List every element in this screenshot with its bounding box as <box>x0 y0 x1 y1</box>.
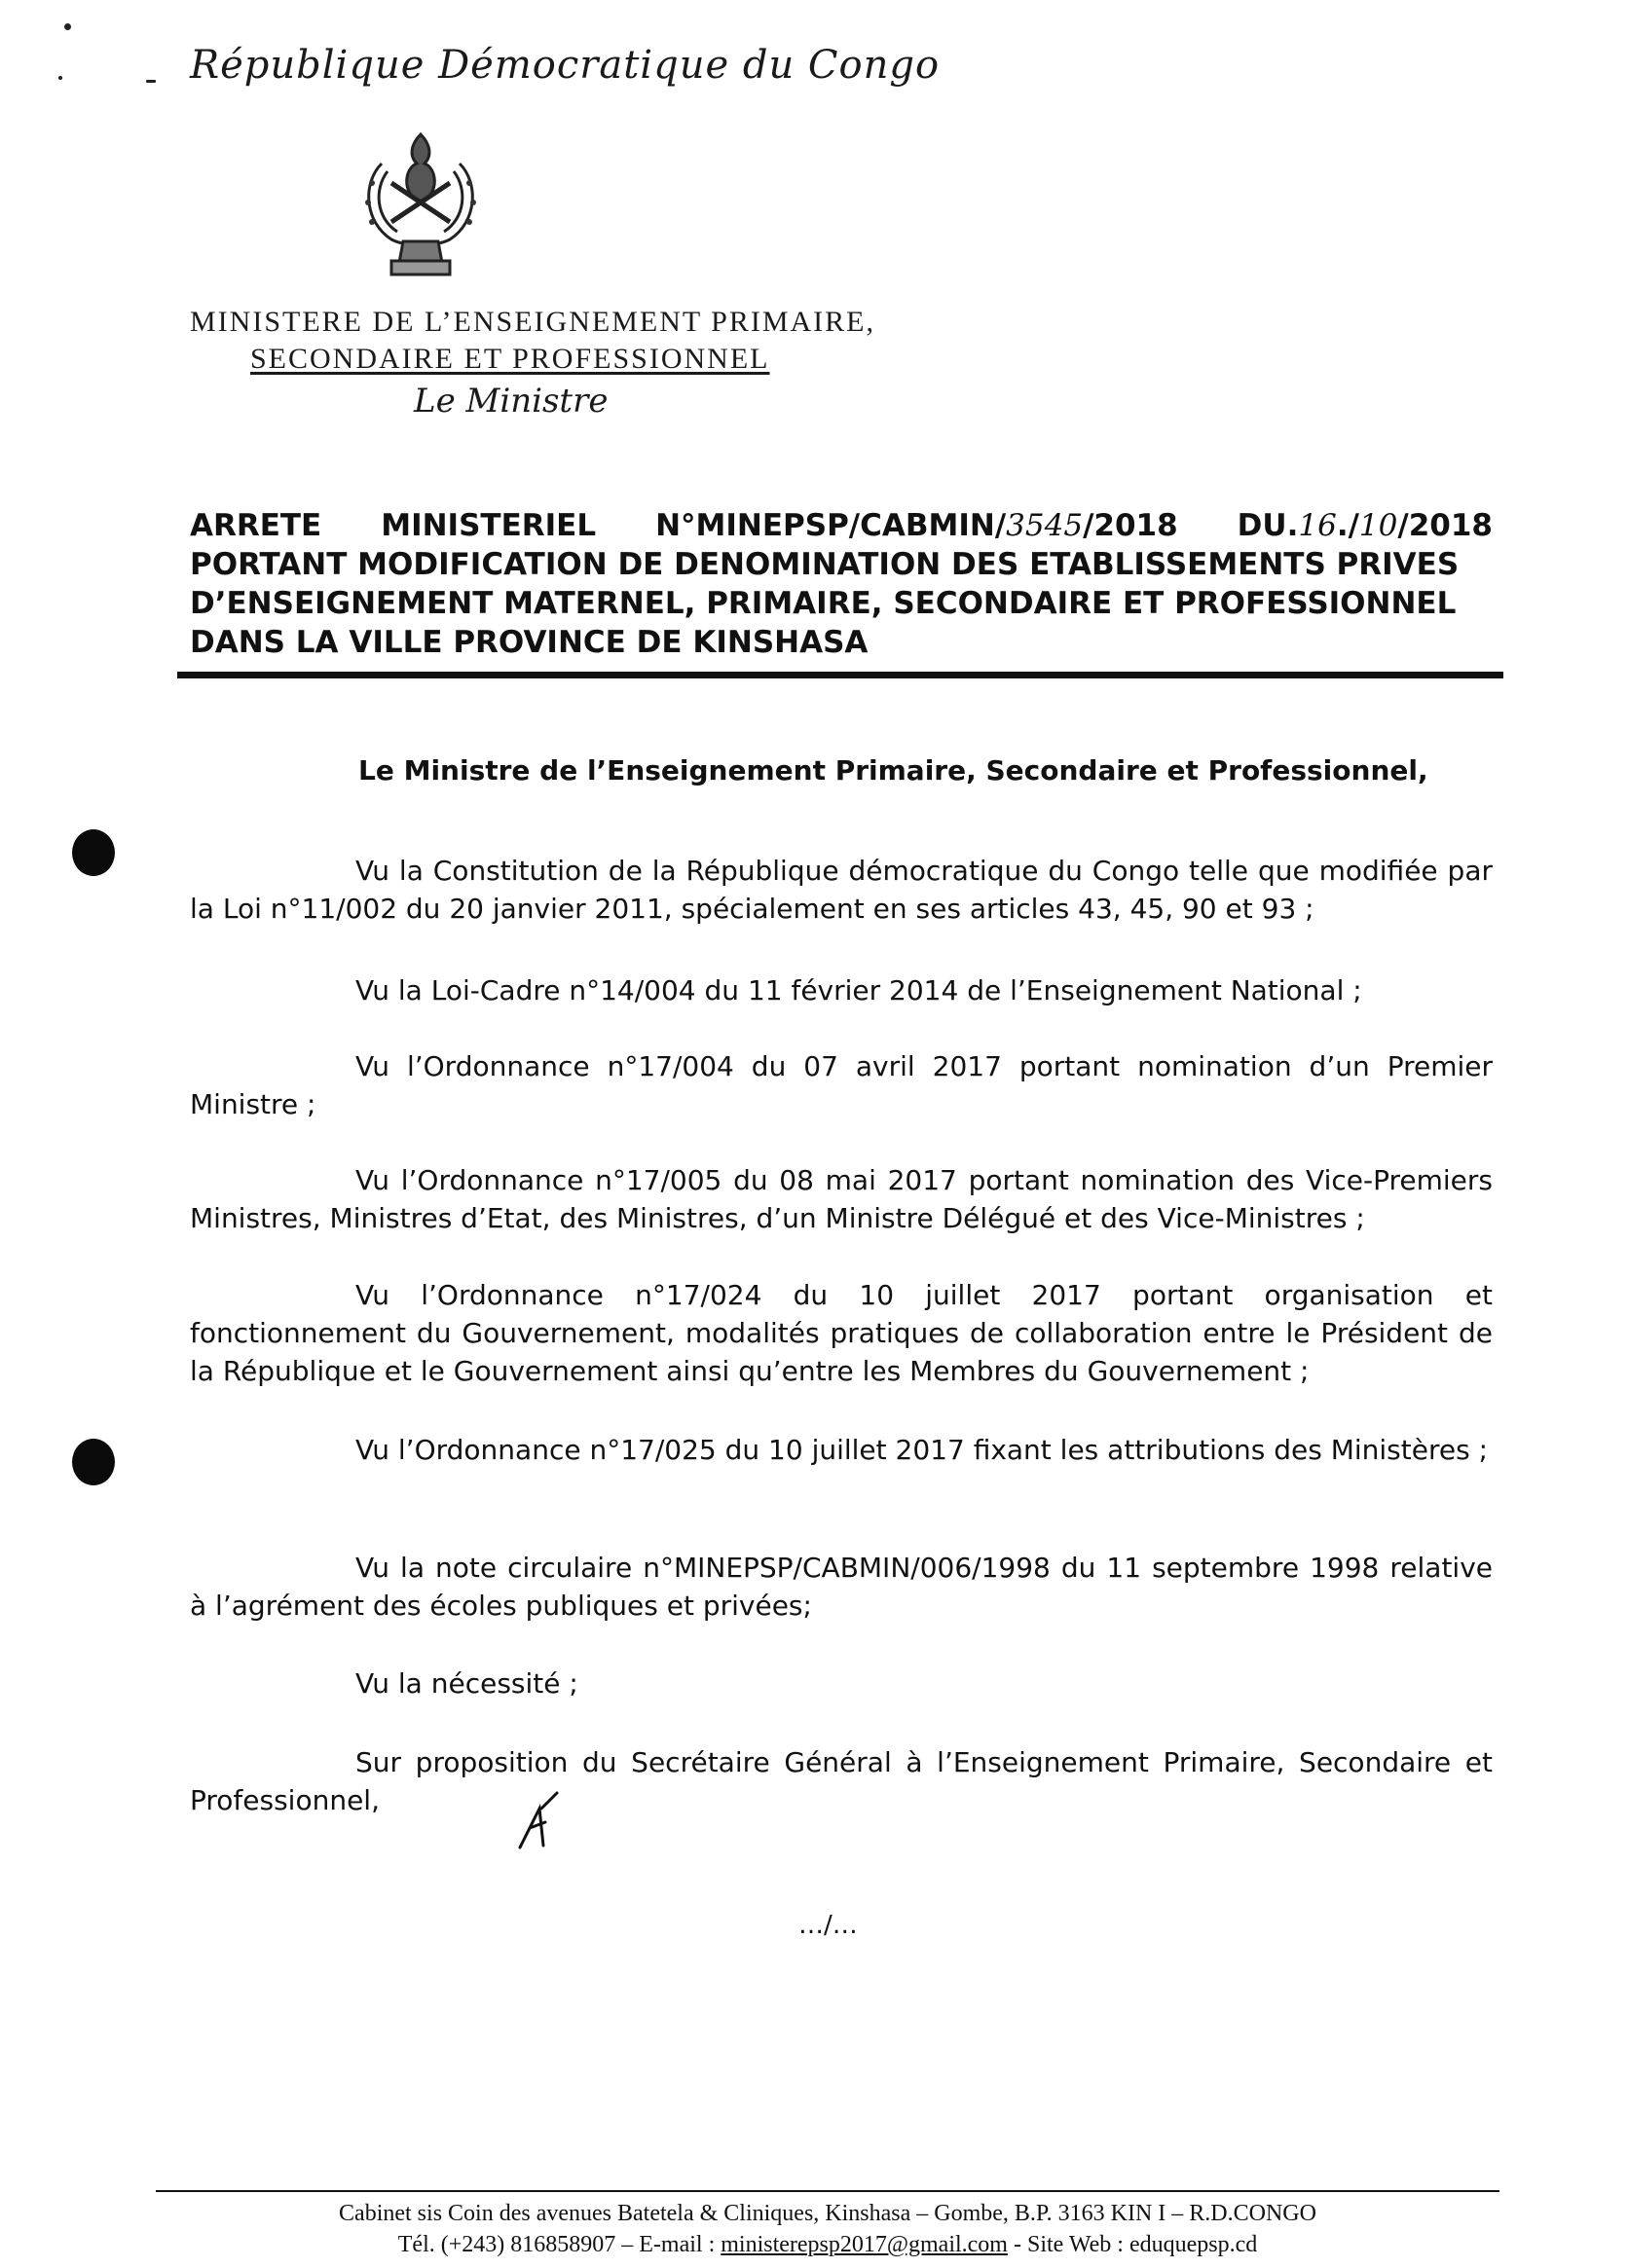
scan-speck <box>64 23 71 30</box>
punch-hole-top <box>72 829 115 876</box>
scan-speck <box>146 80 156 83</box>
decree-date: DU.16./10/2018 <box>1237 508 1493 543</box>
decree-title-line-4 <box>190 623 1493 662</box>
scan-speck <box>58 76 62 80</box>
decree-title-line-3 <box>190 584 1493 623</box>
paragraph-necessite: Vu la nécessité ; <box>355 1667 578 1700</box>
coat-of-arms-icon <box>352 125 489 280</box>
reference-number-handwritten: 3545 <box>1006 508 1084 543</box>
reference-prefix: N°MINEPSP/CABMIN/ <box>655 508 1007 543</box>
footer-address: Cabinet sis Coin des avenues Batetela & Cliniques, Kinshasa – Gombe, B.P. 3163 KIN I – R.D.CONGO <box>339 2201 1316 2226</box>
footer-web-label: - Site Web : <box>1007 2232 1129 2257</box>
footer-email-link[interactable]: ministerepsp2017@gmail.com <box>721 2232 1008 2257</box>
paragraph-ordonnance-005: Vu l’Ordonnance n°17/005 du 08 mai 2017 portant nomination des Vice-Premiers Ministres, Ministres d’Etat, des Ministres, d’un Ministre Délégué et des Vice-Ministres ; <box>190 1164 1493 1234</box>
republic-header: République Démocratique du Congo <box>190 43 941 88</box>
title-word-arrete: ARRETE <box>190 508 322 543</box>
title-line-2-text: PORTANT MODIFICATION DE DENOMINATION DES ETABLISSEMENTS PRIVES <box>190 547 1460 582</box>
date-year: /2018 <box>1397 508 1493 543</box>
decree-reference <box>655 506 1178 545</box>
paragraph-constitution: Vu la Constitution de la République démocratique du Congo telle que modifiée par la Loi n°11/002 du 20 janvier 2011, spécialement en ses articles 43, 45, 90 et 93 ; <box>190 855 1493 925</box>
paragraph-ordonnance-004: Vu l’Ordonnance n°17/004 du 07 avril 2017 portant nomination d’un Premier Ministre ; <box>190 1050 1493 1120</box>
footer-phone: Tél. (+243) 816858907 – E-mail : <box>397 2232 722 2257</box>
date-month-handwritten: 10 <box>1358 508 1398 543</box>
footer-divider <box>156 2190 1499 2192</box>
paragraph-proposition: Sur proposition du Secrétaire Général à l’Enseignement Primaire, Secondaire et Professionnel, <box>190 1746 1493 1816</box>
paragraph-note-circulaire: Vu la note circulaire n°MINEPSP/CABMIN/006/1998 du 11 septembre 1998 relative à l’agrément des écoles publiques et privées; <box>190 1552 1493 1622</box>
title-line-3-text: D’ENSEIGNEMENT MATERNEL, PRIMAIRE, SECONDAIRE ET PROFESSIONNEL <box>190 586 1457 621</box>
date-day-handwritten: 16 <box>1298 508 1337 543</box>
footer-website-link[interactable]: eduquepsp.cd <box>1128 2232 1258 2257</box>
decree-title <box>190 506 1493 662</box>
title-word-ministeriel: MINISTERIEL <box>381 508 597 543</box>
paragraph-ordonnance-024: Vu l’Ordonnance n°17/024 du 10 juillet 2017 portant organisation et fonctionnement du Gouvernement, modalités pratiques de collaboration entre le Président de la République et le Gouvernement ainsi qu’entre les Membres du Gouvernement ; <box>190 1279 1493 1387</box>
punch-hole-bottom <box>72 1439 115 1485</box>
ministry-name <box>190 304 930 378</box>
footer <box>146 2198 1509 2260</box>
date-du: DU <box>1237 508 1287 543</box>
ministry-line-1: MINISTERE DE L’ENSEIGNEMENT PRIMAIRE, <box>190 306 875 338</box>
title-line-4-text: DANS LA VILLE PROVINCE DE KINSHASA <box>190 625 869 660</box>
reference-year: /2018 <box>1083 508 1178 543</box>
ministry-line-2: SECONDAIRE ET PROFESSIONNEL <box>250 343 770 375</box>
handwritten-initials-icon <box>506 1789 574 1857</box>
continuation-mark: …/… <box>798 1911 858 1940</box>
footer-contact <box>146 2229 1509 2260</box>
title-divider <box>177 672 1503 678</box>
le-ministre-label: Le Ministre <box>414 382 609 421</box>
decree-title-line-2 <box>190 545 1493 584</box>
minister-heading: Le Ministre de l’Enseignement Primaire, Secondaire et Professionnel, <box>358 754 1428 786</box>
paragraph-loi-cadre: Vu la Loi-Cadre n°14/004 du 11 février 2014 de l’Enseignement National ; <box>355 974 1362 1006</box>
decree-title-line-1 <box>190 506 1493 545</box>
paragraph-ordonnance-025: Vu l’Ordonnance n°17/025 du 10 juillet 2017 fixant les attributions des Ministères ; <box>355 1434 1489 1466</box>
